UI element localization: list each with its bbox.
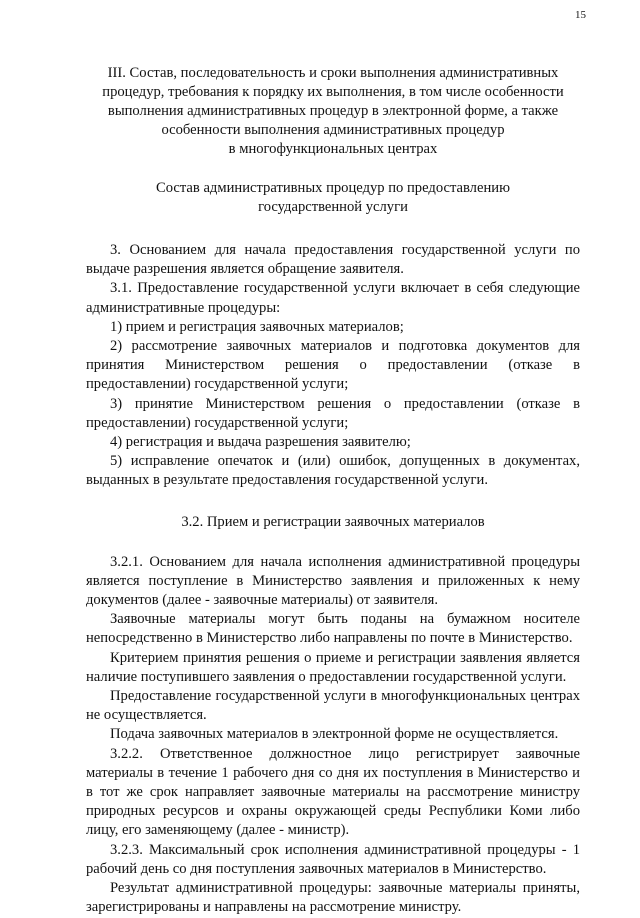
page-number: 15 [575,9,586,21]
paragraph: Результат административной процедуры: заявочные материалы приняты, зарегистрированы и направлены на рассмотрение министру. [86,880,580,916]
chapter-title-line: III. Состав, последовательность и сроки выполнения административных [107,65,559,81]
chapter-title-line: процедур, требования к порядку их выполнения, в том числе особенности [102,84,564,100]
list-item: 4) регистрация и выдача разрешения заявителю; [110,434,411,451]
paragraph: 3.2.3. Максимальный срок исполнения административной процедуры - 1 рабочий день со дня поступления заявочных материалов в Министерство. [86,841,580,877]
paragraph: 3.2.1. Основанием для начала исполнения административной процедуры является поступление в Министерство заявления и приложенных к нему документов (далее - заявочные материалы) от заявителя. [86,553,580,609]
paragraph: Критерием принятия решения о приеме и регистрации заявления является наличие поступившего заявления о предоставлении государственной услуги. [86,649,580,685]
paragraph: 3.1. Предоставление государственной услуги включает в себя следующие административные процедуры: [86,280,580,316]
document-body [86,64,580,918]
section-title-line: государственной услуги [258,199,408,215]
subsection-title: 3.2. Прием и регистрации заявочных материалов [181,513,485,530]
paragraph: 3. Основанием для начала предоставления государственной услуги по выдаче разрешения является обращение заявителя. [86,242,580,278]
section-title [86,179,580,217]
section-title-line: Состав административных процедур по предоставлению [156,180,510,196]
list-item: 1) прием и регистрация заявочных материалов; [110,318,404,335]
paragraph: Предоставление государственной услуги в многофункциональных центрах не осуществляется. [86,688,580,724]
paragraph: Заявочные материалы могут быть поданы на бумажном носителе непосредственно в Министерство либо направлены по почте в Министерство. [86,611,580,647]
chapter-title-line: выполнения административных процедур в электронной форме, а также [107,103,559,119]
chapter-title-line: в многофункциональных центрах [228,141,438,157]
list-item: 5) исправление опечаток и (или) ошибок, допущенных в документах, выданных в результате предоставления государственной услуги. [86,453,580,489]
chapter-title-line: особенности выполнения административных процедур [161,122,505,138]
paragraph: Подача заявочных материалов в электронной форме не осуществляется. [110,726,559,743]
list-item: 3) принятие Министерством решения о предоставлении (отказе в предоставлении) государственной услуги; [86,395,580,431]
paragraph: 3.2.2. Ответственное должностное лицо регистрирует заявочные материалы в течение 1 рабочего дня со дня их поступления в Министерство и в тот же срок направляет заявочные материалы на рассмотрение министру природных ресурсов и охраны окружающей среды Республики Коми либо лицу, его заменяющему (далее - министр). [86,745,580,839]
list-item: 2) рассмотрение заявочных материалов и подготовка документов для принятия Министерством решения о предоставлении (отказе в предоставлении) государственной услуги; [86,338,580,393]
chapter-title [86,64,580,159]
